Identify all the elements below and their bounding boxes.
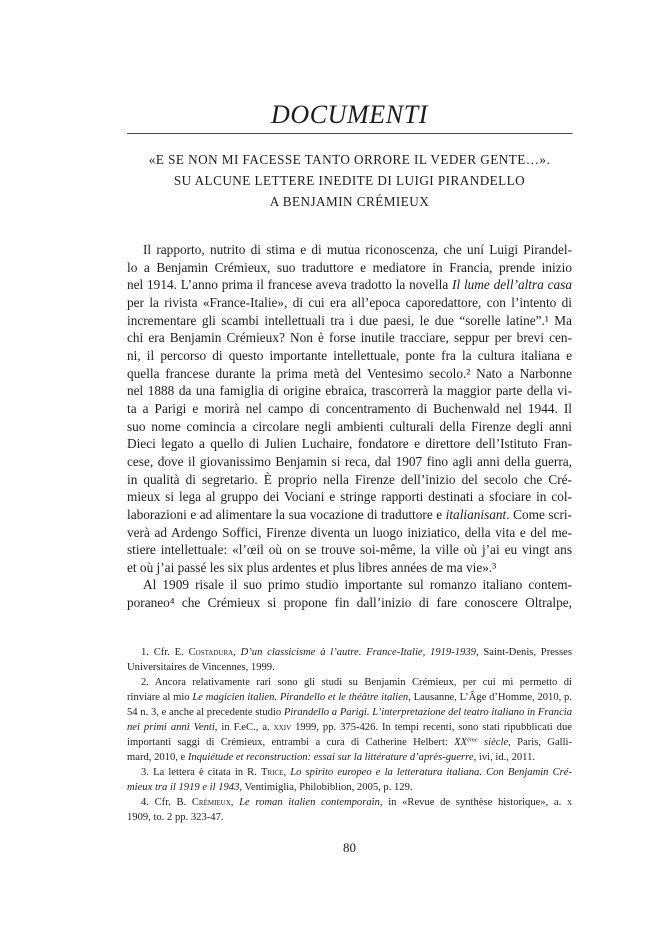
text-run: Universitaires de Vincennes, 1999.: [127, 662, 275, 673]
text-run: , ivi, id., 2011.: [473, 752, 536, 763]
body-line: [127, 541, 572, 559]
small-caps-run: Costadura: [188, 647, 234, 658]
footnote: [127, 795, 572, 825]
text-run: , Lausanne, L’Âge d’Homme, 2010, p.: [408, 692, 572, 703]
text-run: quella francese durante la prima metà del Ventesimo secolo.² Nato a Narbonne: [127, 365, 572, 381]
footnote-line: [127, 675, 572, 690]
italic-run: D’un classicisme à l’autre. France-Italie, 1919-1939: [240, 647, 476, 658]
text-run: , in «Revue de synthèse historique», a.: [379, 797, 567, 808]
text-run: 1. Cfr. E.: [141, 647, 189, 658]
text-run: 2. Ancora relativamente rari sono gli studi su Benjamin Crémieux, per cui mi permetto di: [141, 677, 572, 688]
text-run: ,: [230, 797, 240, 808]
paragraph: [127, 576, 572, 611]
body-line: [127, 488, 572, 506]
text-run: stiere intellettuale: «l’œil où on se trouve soi-même, la ville où j’ai eu vingt ans: [127, 542, 572, 558]
text-run: 1909, to. 2 pp. 323-47.: [127, 812, 224, 823]
italic-run: Il lume dell’altra casa: [452, 277, 572, 293]
text-run: . Come scri-: [506, 506, 572, 522]
italic-run: Le magicien italien. Pirandello et le théâtre italien: [192, 692, 409, 703]
body-line: [127, 471, 572, 489]
footnote-line: [127, 780, 572, 795]
text-run: 4. Cfr. B.: [141, 797, 192, 808]
body-line: [127, 241, 572, 259]
text-run: ,: [283, 767, 291, 778]
text-run: et où j’ai passé les six plus ardentes et plus libres années de ma vie».³: [127, 559, 497, 575]
footnote-line: [127, 705, 572, 720]
small-caps-run: xxiv: [273, 722, 292, 733]
footnote-line: [127, 720, 572, 735]
text-run: importanti saggi di Crémieux, entrambi a cura di Catherine Helbert:: [127, 737, 455, 748]
text-run: chi era Benjamin Crémieux? Non è forse inutile tracciare, seppur per brevi cen-: [127, 330, 572, 346]
article-title-line: «E SE NON MI FACESSE TANTO ORRORE IL VEDER GENTE…».: [148, 152, 551, 167]
text-run: , in F.eC., a.: [214, 722, 274, 733]
text-run: lo a Benjamin Crémieux, suo traduttore e mediatore in Francia, prende inizio: [127, 259, 572, 275]
body-line: [127, 524, 572, 542]
body-line: [127, 594, 572, 612]
small-caps-run: Crémieux: [191, 797, 231, 808]
article-title: [127, 149, 572, 212]
text-run: laborazioni e ad alimentare la sua vocazione di traduttore e: [127, 506, 446, 522]
body-line: [127, 382, 572, 400]
italic-run: Inquiétude et reconstruction: essai sur la littérature d’après-guerre: [187, 752, 474, 763]
body-line: [127, 418, 572, 436]
text-run: ta a Parigi e morirà nel campo di concentramento di Buchenwald nel 1944. Il: [127, 400, 572, 416]
page-number: 80: [343, 840, 356, 855]
footnote: [127, 675, 572, 765]
footnote-line: [127, 735, 572, 750]
footnote-line: [127, 645, 572, 660]
heading-rule: [127, 133, 572, 134]
text-run: mieux si lega al gruppo dei Vociani e stringe rapporti destinati a sfociare in col-: [127, 489, 572, 505]
footnote-line: [127, 750, 572, 765]
text-run: 3. La lettera è citata in R.: [141, 767, 262, 778]
text-run: incrementare gli scambi intellettuali tra i due paesi, le due “sorelle latine”.¹ Ma: [127, 312, 572, 328]
paragraph: [127, 241, 572, 576]
italic-run: siècle: [477, 737, 509, 748]
footnote: [127, 645, 572, 675]
superscript-run: ème: [467, 736, 478, 744]
text-run: Dieci legato a quello di Julien Luchaire, fondatore e direttore dell’Istituto Fran-: [127, 436, 572, 452]
text-run: in qualità di segretario. È proprio nella Firenze dell’inizio del secolo che Cré-: [127, 471, 572, 487]
text-run: 54 n. 3, e anche al precedente studio: [127, 707, 284, 718]
footnote-line: [127, 795, 572, 810]
italic-run: italianisant: [445, 506, 507, 522]
text-run: rinviare al mio: [127, 692, 193, 703]
footnote-line: [127, 660, 572, 675]
italic-run: nei primi anni Venti: [127, 722, 215, 733]
footnote-line: [127, 765, 572, 780]
body-line: [127, 559, 572, 577]
text-run: poraneo⁴ che Crémieux si propone fin dall’inizio di fare conoscere Oltralpe,: [127, 595, 572, 611]
italic-run: XX: [454, 737, 468, 748]
body-line: [127, 294, 572, 312]
body-line: [127, 506, 572, 524]
footnote-line: [127, 810, 572, 825]
footnote: [127, 765, 572, 795]
body-line: [127, 365, 572, 383]
article-title-line: SU ALCUNE LETTERE INEDITE DI LUIGI PIRANDELLO: [173, 173, 526, 188]
text-run: cese, dove il giovanissimo Benjamin si reca, dal 1907 fino agli anni della guerra,: [127, 453, 572, 469]
text-run: Al 1909 risale il suo primo studio importante sul romanzo italiano contem-: [143, 577, 572, 593]
section-heading: DOCUMENTI: [270, 100, 429, 129]
body-line: [127, 312, 572, 330]
article-title-line: A BENJAMIN CRÉMIEUX: [269, 194, 430, 209]
body-line: [127, 259, 572, 277]
text-run: nel 1888 da una famiglia di origine ebraica, trascorrerà la maggior parte della vi-: [127, 383, 572, 399]
text-run: nel 1914. L’anno prima il francese aveva tradotto la novella: [127, 277, 453, 293]
text-run: 1999, pp. 375-426. In tempi recenti, sono stati ripubblicati due: [291, 722, 572, 733]
body-line: [127, 435, 572, 453]
italic-run: Le roman italien contemporain: [239, 797, 380, 808]
small-caps-run: x: [566, 797, 572, 808]
text-run: verà ad Ardengo Soffici, Firenze diventa un luogo iniziatico, della vita e del me-: [127, 524, 572, 540]
article-body: [127, 241, 572, 612]
small-caps-run: Trice: [261, 767, 284, 778]
italic-run: Lo spirito europeo e la letteratura italiana. Con Benjamin Cré-: [290, 767, 573, 778]
text-run: Il rapporto, nutrito di stima e di mutua riconoscenza, che uní Luigi Pirandel-: [143, 242, 572, 257]
text-run: per la rivista «France-Italie», di cui era all’epoca caporedattore, con l’intento di: [127, 294, 572, 310]
footnote-line: [127, 690, 572, 705]
text-run: , Saint-Denis, Presses: [475, 647, 572, 658]
italic-run: Pirandello a Parigi. L’interpretazione del teatro italiano in Francia: [283, 707, 572, 718]
text-run: mard, 2010, e: [127, 752, 188, 763]
text-run: , Ventimiglia, Philobiblion, 2005, p. 129.: [239, 782, 413, 793]
body-line: [127, 329, 572, 347]
text-run: ,: [233, 647, 241, 658]
italic-run: mieux tra il 1919 e il 1943: [127, 782, 240, 793]
body-line: [127, 576, 572, 594]
text-run: , Paris, Galli-: [508, 737, 573, 748]
body-line: [127, 347, 572, 365]
footnotes: [127, 645, 572, 825]
body-line: [127, 453, 572, 471]
text-run: ni, il percorso di questo importante intellettuale, ponte fra la cultura italiana e: [127, 347, 572, 363]
body-line: [127, 400, 572, 418]
text-run: suo nome comincia a circolare negli ambienti culturali della Firenze degli anni: [127, 418, 572, 434]
body-line: [127, 276, 572, 294]
